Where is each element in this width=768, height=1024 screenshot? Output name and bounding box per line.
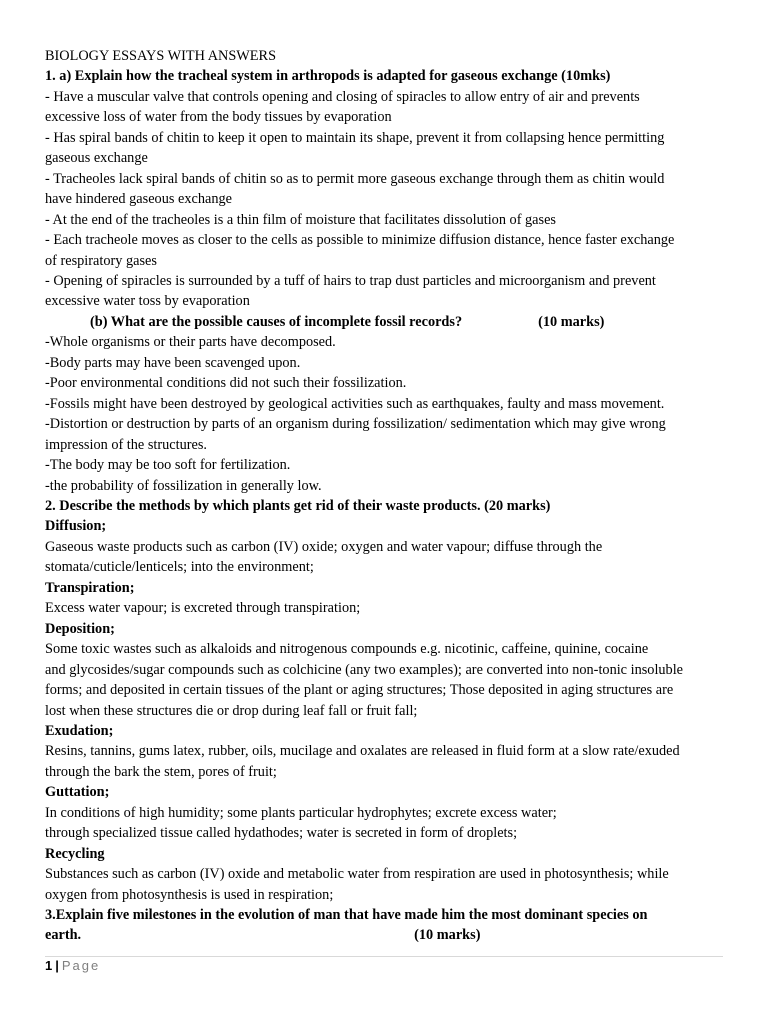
- question-3-text-line-2: [45, 925, 725, 945]
- footer-separator: |: [55, 958, 59, 973]
- answer-line: -Whole organisms or their parts have decomposed.: [45, 334, 336, 351]
- answer-line: gaseous exchange: [45, 150, 148, 167]
- question-1b-marks: (10 marks): [538, 313, 605, 330]
- document-title: BIOLOGY ESSAYS WITH ANSWERS: [45, 48, 277, 64]
- answer-line: - Has spiral bands of chitin to keep it open to maintain its shape, prevent it from collapsing hence permitting: [45, 129, 665, 146]
- page-number: 1: [45, 958, 53, 973]
- section-title: Deposition;: [45, 620, 115, 637]
- answer-line: stomata/cuticle/lenticels; into the environment;: [45, 559, 314, 576]
- answer-line: Substances such as carbon (IV) oxide and metabolic water from respiration are used in photosynthesis; while: [45, 866, 669, 883]
- answer-line: - Opening of spiracles is surrounded by a tuff of hairs to trap dust particles and microorganism and prevent: [45, 272, 656, 289]
- answer-line: - Each tracheole moves as closer to the cells as possible to minimize diffusion distance, hence faster exchange: [45, 232, 675, 249]
- question-3-text-end: earth.: [45, 927, 82, 944]
- answer-line: - Have a muscular valve that controls opening and closing of spiracles to allow entry of air and prevents: [45, 88, 640, 105]
- answer-line: have hindered gaseous exchange: [45, 191, 232, 208]
- answer-line: Resins, tannins, gums latex, rubber, oils, mucilage and oxalates are released in fluid form at a slow rate/exuded: [45, 743, 680, 760]
- section-exudation: [45, 721, 725, 782]
- answer-line: -the probability of fossilization in generally low.: [45, 477, 322, 494]
- question-1b-text: (b) What are the possible causes of incomplete fossil records?: [90, 313, 463, 330]
- question-3-heading: [45, 905, 725, 946]
- answer-line: impression of the structures.: [45, 436, 207, 453]
- section-title: Recycling: [45, 845, 105, 862]
- section-title: Exudation;: [45, 722, 114, 739]
- page-label: Page: [61, 958, 101, 973]
- question-3-text-line: 3.Explain five milestones in the evolution of man that have made him the most dominant species on: [45, 907, 648, 924]
- answer-line: Excess water vapour; is excreted through transpiration;: [45, 600, 361, 617]
- question-3-marks: (10 marks): [414, 927, 481, 944]
- answer-line: -Distortion or destruction by parts of an organism during fossilization/ sedimentation which may give wrong: [45, 416, 666, 433]
- question-2-heading: 2. Describe the methods by which plants get rid of their waste products. (20 marks): [45, 497, 551, 514]
- answer-line: excessive loss of water from the body tissues by evaporation: [45, 109, 392, 126]
- answer-line: and glycosides/sugar compounds such as colchicine (any two examples); are converted into non-tonic insoluble: [45, 661, 684, 678]
- section-title: Diffusion;: [45, 518, 107, 535]
- answer-line: In conditions of high humidity; some plants particular hydrophytes; excrete excess water;: [45, 804, 557, 821]
- answer-line: oxygen from photosynthesis is used in respiration;: [45, 886, 334, 903]
- answer-line: Gaseous waste products such as carbon (IV) oxide; oxygen and water vapour; diffuse through the: [45, 538, 603, 555]
- answer-line: - At the end of the tracheoles is a thin film of moisture that facilitates dissolution of gases: [45, 211, 556, 228]
- answer-line: forms; and deposited in certain tissues of the plant or aging structures; Those deposited in aging structures are: [45, 682, 674, 699]
- question-1a-heading: 1. a) Explain how the tracheal system in arthropods is adapted for gaseous exchange (10mks): [45, 68, 611, 85]
- section-guttation: [45, 782, 725, 843]
- section-recycling: [45, 844, 725, 905]
- answer-line: Some toxic wastes such as alkaloids and nitrogenous compounds e.g. nicotinic, caffeine, quinine, cocaine: [45, 641, 649, 658]
- section-title: Transpiration;: [45, 579, 135, 596]
- answer-line: -The body may be too soft for fertilization.: [45, 457, 291, 474]
- section-transpiration: [45, 578, 725, 619]
- answer-line: lost when these structures die or drop during leaf fall or fruit fall;: [45, 702, 418, 719]
- answer-line: -Body parts may have been scavenged upon.: [45, 354, 301, 371]
- section-deposition: [45, 619, 725, 721]
- answer-line: -Fossils might have been destroyed by geological activities such as earthquakes, faulty and mass movement.: [45, 395, 665, 412]
- answer-line: of respiratory gases: [45, 252, 157, 269]
- document-page: [45, 46, 725, 946]
- answer-line: excessive water toss by evaporation: [45, 293, 250, 310]
- question-1b-heading: [45, 312, 725, 332]
- page-footer: [45, 956, 723, 973]
- section-diffusion: [45, 516, 725, 577]
- question-1b-answer: [45, 332, 725, 496]
- question-1a-answer: [45, 87, 725, 312]
- answer-line: through specialized tissue called hydathodes; water is secreted in form of droplets;: [45, 825, 518, 842]
- answer-line: through the bark the stem, pores of fruit;: [45, 763, 277, 780]
- answer-line: - Tracheoles lack spiral bands of chitin so as to permit more gaseous exchange through them as chitin would: [45, 170, 665, 187]
- section-title: Guttation;: [45, 784, 110, 801]
- answer-line: -Poor environmental conditions did not such their fossilization.: [45, 375, 407, 392]
